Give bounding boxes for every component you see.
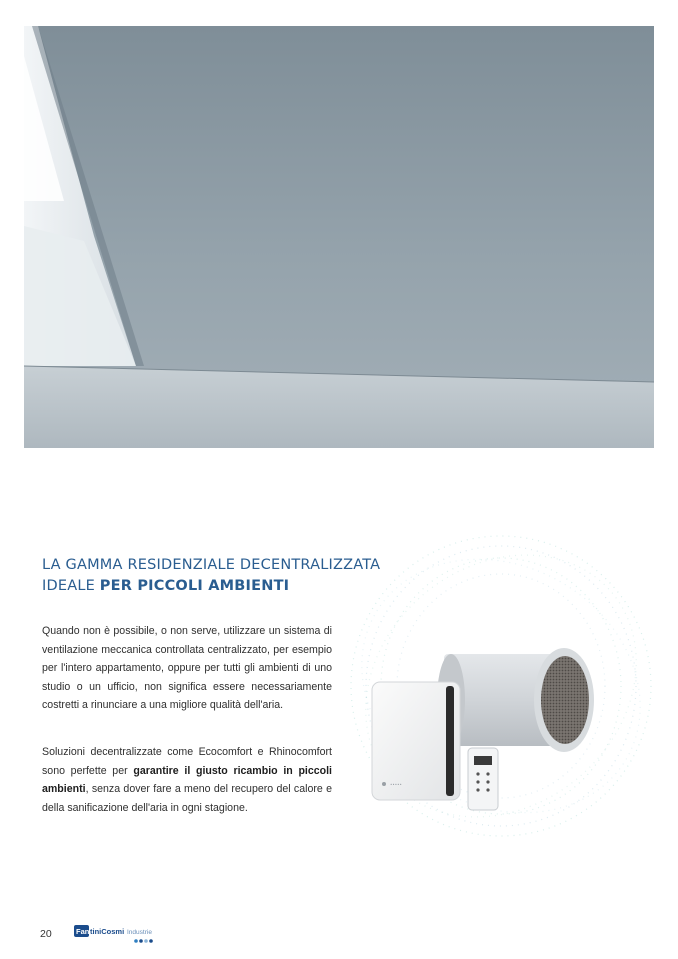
paragraph-2-emphasis: garantire il giusto ricambio in piccoli ambienti [42,764,332,796]
company-logo [74,924,164,946]
rhinocomfort-unit [437,648,594,752]
svg-text:Fan: Fan [76,927,90,936]
hero-image [24,26,654,448]
svg-text:Industrie: Industrie [127,929,152,936]
architectural-wall-illustration [24,26,654,448]
paragraph-2-end: , senza dover fare a meno del recupero del calore e della sanificazione dell'aria in ogni stagione. [42,783,332,814]
paragraph-intro: Quando non è possibile, o non serve, utilizzare un sistema di ventilazione meccanica controllata centralizzato, per esempio per l'intero appartamento, oppure per tutti gli ambienti di uno studio o un ufficio, non significa essere necessariamente costretti a rinunciare a una migliore qualità dell'aria. [42,625,332,712]
product-image [336,486,656,866]
fantini-cosmi-logo [74,924,164,946]
ecocomfort-unit [372,682,460,800]
page-number: 20 [40,928,52,940]
heading-prefix: IDEALE [42,578,100,594]
heading-line-2 [42,576,382,597]
heading-emphasis: PER PICCOLI AMBIENTI [99,578,290,594]
remote-control [468,748,498,810]
heading-line-1: LA GAMMA RESIDENZIALE DECENTRALIZZATA [42,557,381,573]
svg-text:tiniCosmi: tiniCosmi [90,927,125,936]
ventilation-units-illustration [336,486,656,866]
section-heading [42,555,382,597]
paragraph-2-start: Soluzioni decentralizzate come Ecocomfort e Rhinocomfort sono perfette per [42,746,332,777]
svg-text:•••••: ••••• [390,782,402,787]
paragraph-solutions [42,743,332,817]
